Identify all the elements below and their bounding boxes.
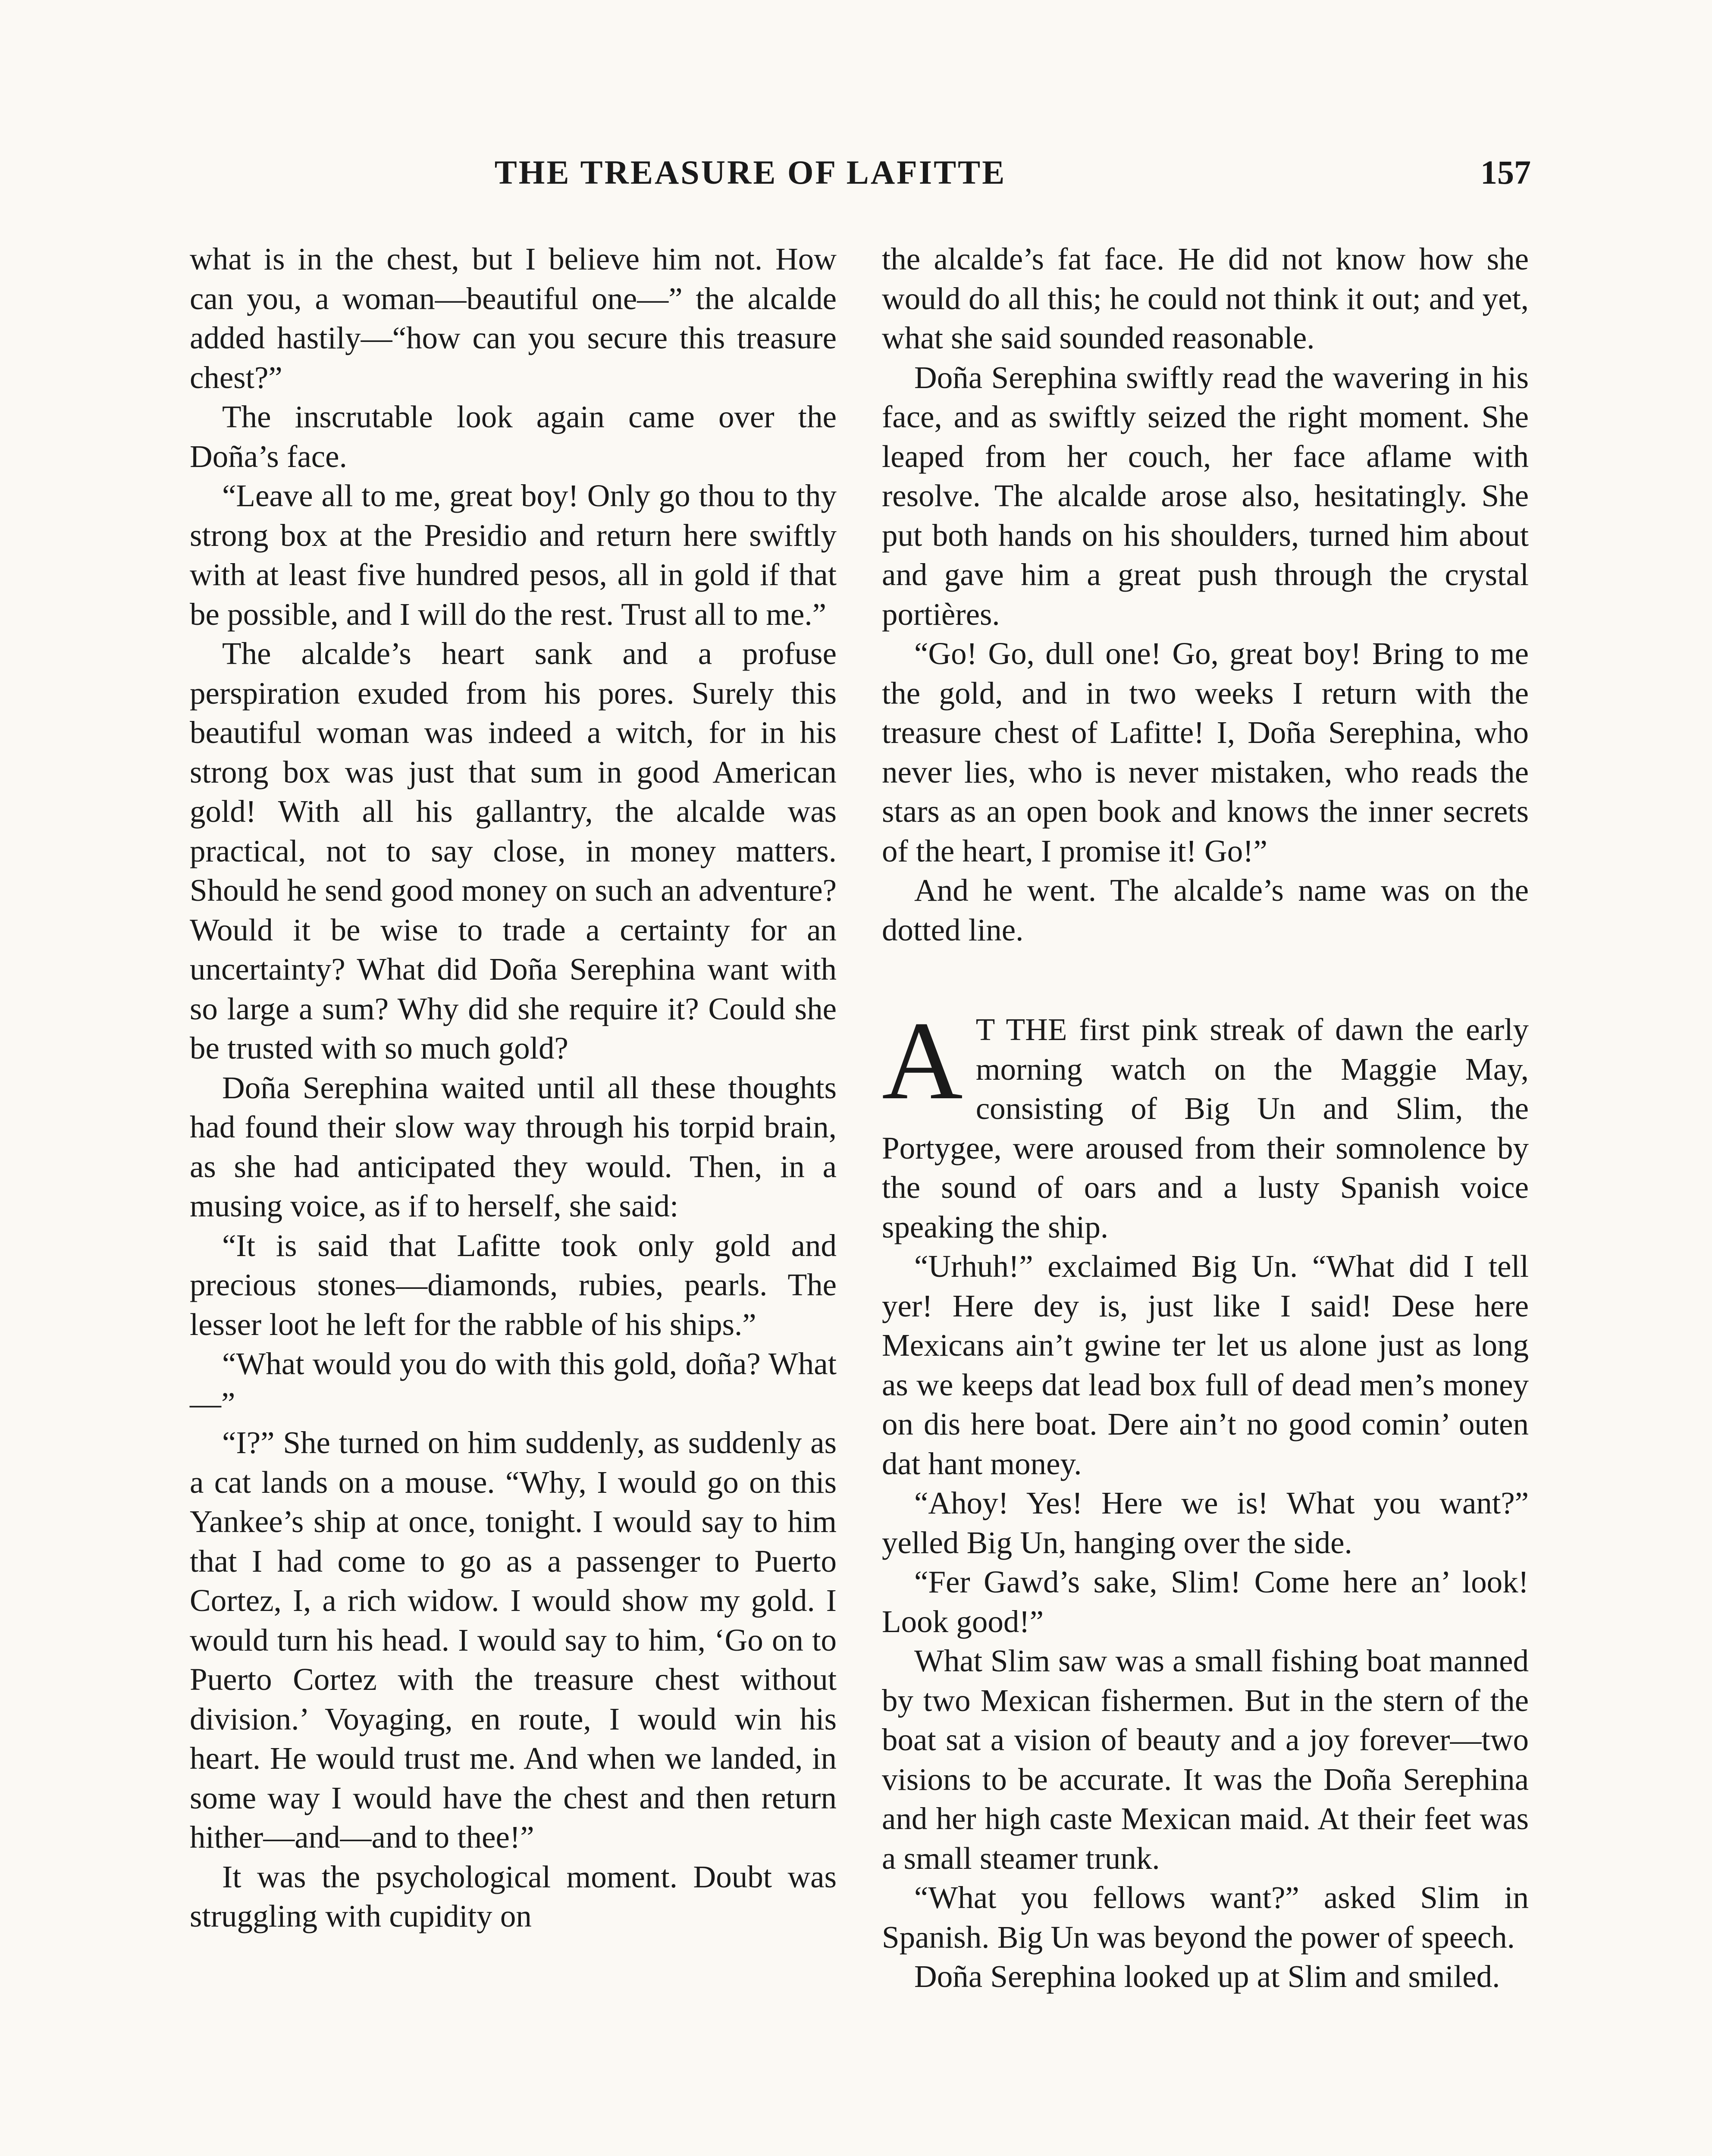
drop-cap: A <box>882 999 963 1123</box>
paragraph: “Ahoy! Yes! Here we is! What you want?” yelled Big Un, hanging over the side. <box>882 1485 1529 1560</box>
paragraph: “What you fellows want?” asked Slim in Spanish. Big Un was beyond the power of speech. <box>882 1880 1529 1955</box>
paragraph: Doña Serephina waited until all these thoughts had found their slow way through his torpid brain, as she had anticipated they would. Then, in a musing voice, as if to herself, she said: <box>190 1070 837 1223</box>
section-opening-paragraph <box>882 999 1529 1247</box>
paragraph: “Go! Go, dull one! Go, great boy! Bring to me the gold, and in two weeks I return with the treasure chest of Lafitte! I, Doña Serephina, who never lies, who is never mistaken, who reads the stars as an open book and knows the inner secrets of the heart, I promise it! Go!” <box>882 636 1529 868</box>
paragraph: the alcalde’s fat face. He did not know how she would do all this; he could not think it out; and yet, what she said sounded reasonable. <box>882 241 1529 355</box>
paragraph: And he went. The alcalde’s name was on the dotted line. <box>882 873 1529 947</box>
paragraph: “It is said that Lafitte took only gold and precious stones—diamonds, rubies, pearls. The lesser loot he left for the rabble of his ships.” <box>190 1228 837 1342</box>
paragraph: “Leave all to me, great boy! Only go thou to thy strong box at the Presidio and return here swiftly with at least five hundred pesos, all in gold if that be possible, and I will do the rest. Trust all to me.” <box>190 478 837 632</box>
paragraph: The alcalde’s heart sank and a profuse perspiration exuded from his pores. Surely this beautiful woman was indeed a witch, for in his strong box was just that sum in good American gold! With all his gallantry, the alcalde was practical, not to say close, in money matters. Should he send good money on such an adventure? Would it be wise to trade a certainty for an uncertainty? What did Doña Serephina want with so large a sum? Why did she require it? Could she be trusted with so much gold? <box>190 636 837 1065</box>
page-number: 157 <box>1480 154 1531 191</box>
paragraph: what is in the chest, but I believe him not. How can you, a woman—beautiful one—” the alcalde added hastily—“how can you secure this treasure chest?” <box>190 241 837 395</box>
running-header <box>190 147 1531 198</box>
opening-text: T THE first pink streak of dawn the early morning watch on the Maggie May, consisting of Big Un and Slim, the Portygee, were aroused from their somnolence by the sound of oars and a lusty Spanish voice speaking the ship. <box>882 1012 1529 1244</box>
paragraph: “I?” She turned on him suddenly, as suddenly as a cat lands on a mouse. “Why, I would go on this Yankee’s ship at once, tonight. I would say to him that I had come to go as a passenger to Puerto Cortez, I, a rich widow. I would show my gold. I would turn his head. I would say to him, ‘Go on to Puerto Cortez with the treasure chest without division.’ Voyaging, en route, I would win his heart. He would trust me. And when we landed, in some way I would have the chest and then return hither—and—and to thee!” <box>190 1425 837 1855</box>
section-break <box>882 950 1529 1010</box>
paragraph: Doña Serephina swiftly read the wavering in his face, and as swiftly seized the right moment. She leaped from her couch, her face aflame with resolve. The alcalde arose also, hesitatingly. She put both hands on his shoulders, turned him about and gave him a great push through the crystal portières. <box>882 360 1529 632</box>
running-title: THE TREASURE OF LAFITTE <box>494 154 1007 191</box>
paragraph: “Fer Gawd’s sake, Slim! Come here an’ look! Look good!” <box>882 1564 1529 1639</box>
paragraph: Doña Serephina looked up at Slim and smiled. <box>914 1959 1500 1994</box>
paragraph: What Slim saw was a small fishing boat manned by two Mexican fishermen. But in the stern of the boat sat a vision of beauty and a joy forever—two visions to be accurate. It was the Doña Serephina and her high caste Mexican maid. At their feet was a small steamer trunk. <box>882 1643 1529 1876</box>
left-column <box>190 239 837 1936</box>
paragraph: It was the psychological moment. Doubt was struggling with cupidity on <box>190 1859 837 1934</box>
paragraph: The inscrutable look again came over the Doña’s face. <box>190 399 837 474</box>
paragraph: “Urhuh!” exclaimed Big Un. “What did I tell yer! Here dey is, just like I said! Dese here Mexicans ain’t gwine ter let us alone just as long as we keeps dat lead box full of dead men’s money on dis here boat. Dere ain’t no good comin’ outen dat hant money. <box>882 1249 1529 1481</box>
right-column <box>882 239 1529 1996</box>
paragraph: “What would you do with this gold, doña? What—” <box>190 1346 837 1421</box>
